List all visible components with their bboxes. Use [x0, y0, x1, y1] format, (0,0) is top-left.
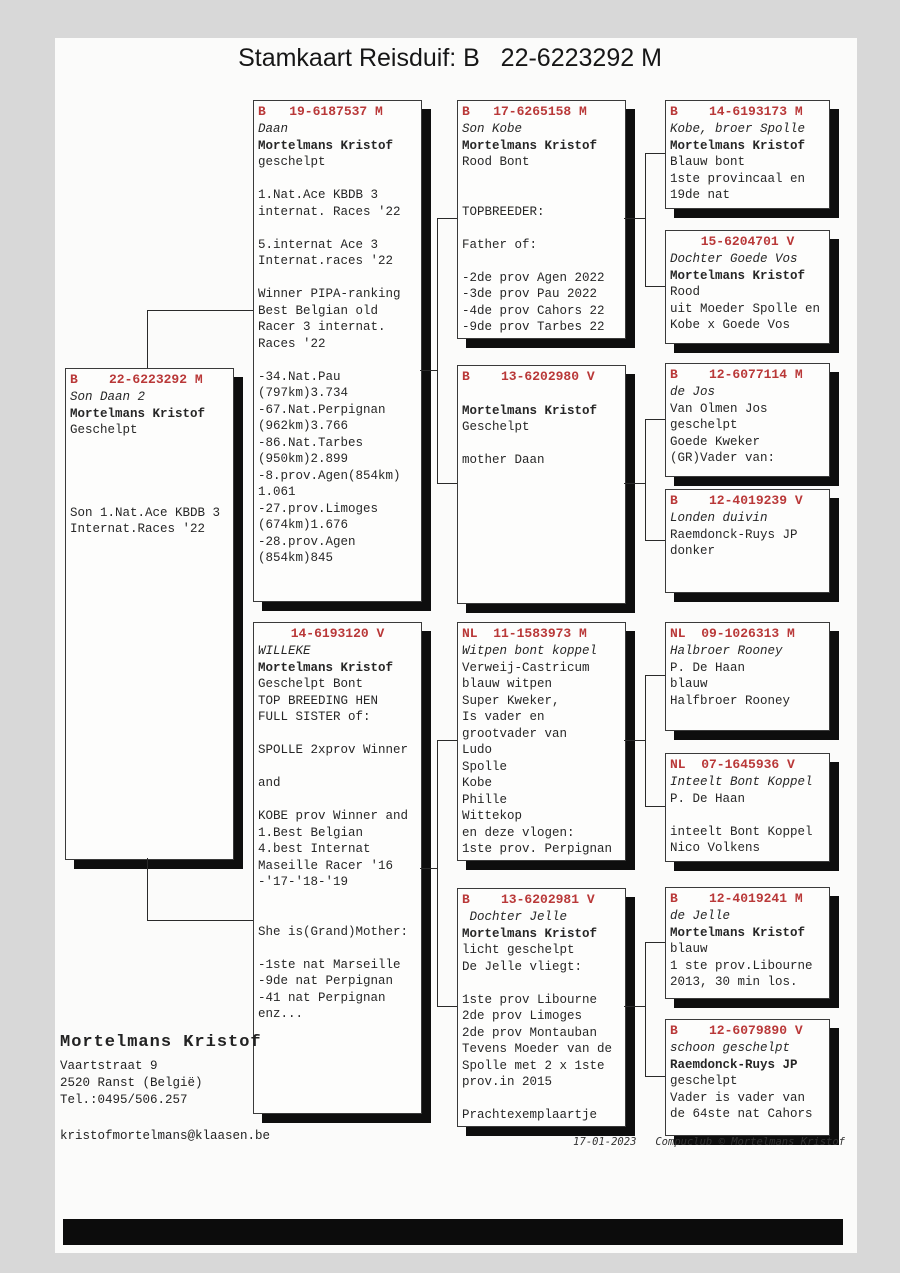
owner-name: Mortelmans Kristof [60, 1033, 262, 1052]
connector-line [147, 920, 253, 921]
connector-line [645, 286, 665, 287]
ring-number: B 19-6187537 M [258, 104, 383, 119]
pigeon-info: Son Daan 2 Mortelmans Kristof Geschelpt Son 1.Nat.Ace KBDB 3 Internat.Races '22 [70, 390, 221, 536]
pedigree-box-mother [253, 622, 422, 1114]
connector-line [420, 370, 437, 371]
ring-number: B 12-6079890 V [670, 1023, 803, 1038]
pigeon-info: Daan Mortelmans Kristof geschelpt 1.Nat.Ace KBDB 3 internat. Races '22 5.internat Ace 3 Internat.races '22 Winner PIPA-ranking Best Belgian old Racer 3 internat. Races '22 -34.Nat.Pau (797km)3.734 -67.Nat.Perpignan (962km)3.766 -86.Nat.Tarbes (950km)2.899 -8.prov.Agen(854km) 1.061 -27.prov.Limoges (674km)1.676 -28.prov.Agen (854km)845 [258, 122, 401, 565]
connector-line [645, 675, 665, 676]
pigeon-info: Witpen bont koppel Verweij-Castricum blauw witpen Super Kweker, Is vader en grootvader van Ludo Spolle Kobe Phille Wittekop en deze vlogen: 1ste prov. Perpignan [462, 644, 613, 856]
connector-line [645, 419, 665, 420]
ring-number: B 12-4019239 V [670, 493, 803, 508]
ring-number: B 12-4019241 M [670, 891, 803, 906]
pigeon-info: de Jelle Mortelmans Kristof blauw 1 ste prov.Libourne 2013, 30 min los. [670, 909, 813, 989]
ring-number: NL 07-1645936 V [670, 757, 795, 772]
pigeon-info: Dochter Jelle Mortelmans Kristof licht geschelpt De Jelle vliegt: 1ste prov Libourne 2de prov Limoges 2de prov Montauban Tevens Moeder van de Spolle met 2 x 1ste prov.in 2015 Prachtexemplaartje [462, 910, 613, 1122]
pedigree-box-mat-grandfather [457, 622, 626, 861]
pigeon-info: de Jos Van Olmen Jos geschelpt Goede Kweker (GR)Vader van: [670, 385, 776, 465]
connector-line [420, 868, 437, 869]
pigeon-info: Inteelt Bont Koppel P. De Haan inteelt Bont Koppel Nico Volkens [670, 775, 813, 855]
footer-credit: 17-01-2023 Compuclub © Mortelmans Kristof [573, 1136, 845, 1148]
pedigree-box-ggparent-8 [665, 1019, 830, 1136]
connector-line [147, 858, 148, 920]
connector-line [437, 483, 457, 484]
pedigree-box-ggparent-4 [665, 489, 830, 593]
connector-line [147, 310, 148, 368]
connector-line [147, 310, 253, 311]
pigeon-info: Halbroer Rooney P. De Haan blauw Halfbroer Rooney [670, 644, 791, 708]
connector-line [624, 483, 645, 484]
pedigree-box-ggparent-1 [665, 100, 830, 209]
ring-number: B 13-6202980 V [462, 369, 595, 384]
pedigree-box-subject [65, 368, 234, 860]
connector-line [624, 218, 645, 219]
connector-line [645, 806, 665, 807]
scan-bottom-edge [63, 1219, 843, 1245]
pedigree-box-ggparent-5 [665, 622, 830, 731]
owner-block [60, 1033, 270, 1143]
pigeon-info: Son Kobe Mortelmans Kristof Rood Bont TOPBREEDER: Father of: -2de prov Agen 2022 -3de prov Pau 2022 -4de prov Cahors 22 -9de prov Tarbes 22 [462, 122, 605, 334]
pedigree-box-pat-grandfather [457, 100, 626, 339]
connector-line [645, 153, 665, 154]
connector-line [624, 740, 645, 741]
pigeon-info: Kobe, broer Spolle Mortelmans Kristof Blauw bont 1ste provincaal en 19de nat [670, 122, 806, 202]
owner-phone: Tel.:0495/506.257 [60, 1093, 188, 1107]
ring-number: 15-6204701 V [700, 234, 795, 249]
owner-street: Vaartstraat 9 [60, 1059, 158, 1073]
pigeon-info: WILLEKE Mortelmans Kristof Geschelpt Bont TOP BREEDING HEN FULL SISTER of: SPOLLE 2xprov Winner and KOBE prov Winner and 1.Best Belgian 4.best Internat Maseille Racer '16 -'17-'18-'19 She is(Grand)Mother: -1ste nat Marseille -9de nat Perpignan -41 nat Perpignan enz... [258, 644, 409, 1021]
ring-number: B 13-6202981 V [462, 892, 595, 907]
connector-line [645, 153, 646, 286]
pigeon-info: schoon geschelpt Raemdonck-Ruys JP geschelpt Vader is vader van de 64ste nat Cahors [670, 1041, 813, 1121]
pedigree-box-ggparent-7 [665, 887, 830, 999]
pedigree-box-ggparent-3 [665, 363, 830, 477]
pigeon-info: Mortelmans Kristof Geschelpt mother Daan [462, 403, 598, 467]
ring-number: NL 09-1026313 M [670, 626, 795, 641]
ring-number: B 17-6265158 M [462, 104, 587, 119]
ring-number: NL 11-1583973 M [462, 626, 587, 641]
connector-line [645, 540, 665, 541]
page-title: Stamkaart Reisduif: B 22-6223292 M [238, 44, 662, 72]
connector-line [645, 942, 646, 1076]
connector-line [645, 942, 665, 943]
connector-line [437, 740, 457, 741]
ring-number: B 12-6077114 M [670, 367, 803, 382]
pigeon-info: Dochter Goede Vos Mortelmans Kristof Rood uit Moeder Spolle en Kobe x Goede Vos [670, 252, 821, 332]
owner-email: kristofmortelmans@klaasen.be [60, 1129, 271, 1143]
connector-line [624, 1006, 645, 1007]
ring-number: 14-6193120 V [290, 626, 385, 641]
pedigree-box-ggparent-6 [665, 753, 830, 862]
ring-number: B 14-6193173 M [670, 104, 803, 119]
pedigree-box-father [253, 100, 422, 602]
owner-city: 2520 Ranst (België) [60, 1076, 203, 1090]
pigeon-info: Londen duivin Raemdonck-Ruys JP donker [670, 511, 798, 558]
connector-line [437, 218, 457, 219]
connector-line [437, 1006, 457, 1007]
connector-line [645, 1076, 665, 1077]
pedigree-box-pat-grandmother [457, 365, 626, 604]
connector-line [645, 419, 646, 540]
connector-line [437, 740, 438, 1006]
ring-number: B 22-6223292 M [70, 372, 203, 387]
connector-line [645, 675, 646, 806]
pedigree-box-mat-grandmother [457, 888, 626, 1127]
connector-line [437, 218, 438, 483]
pedigree-box-ggparent-2 [665, 230, 830, 344]
